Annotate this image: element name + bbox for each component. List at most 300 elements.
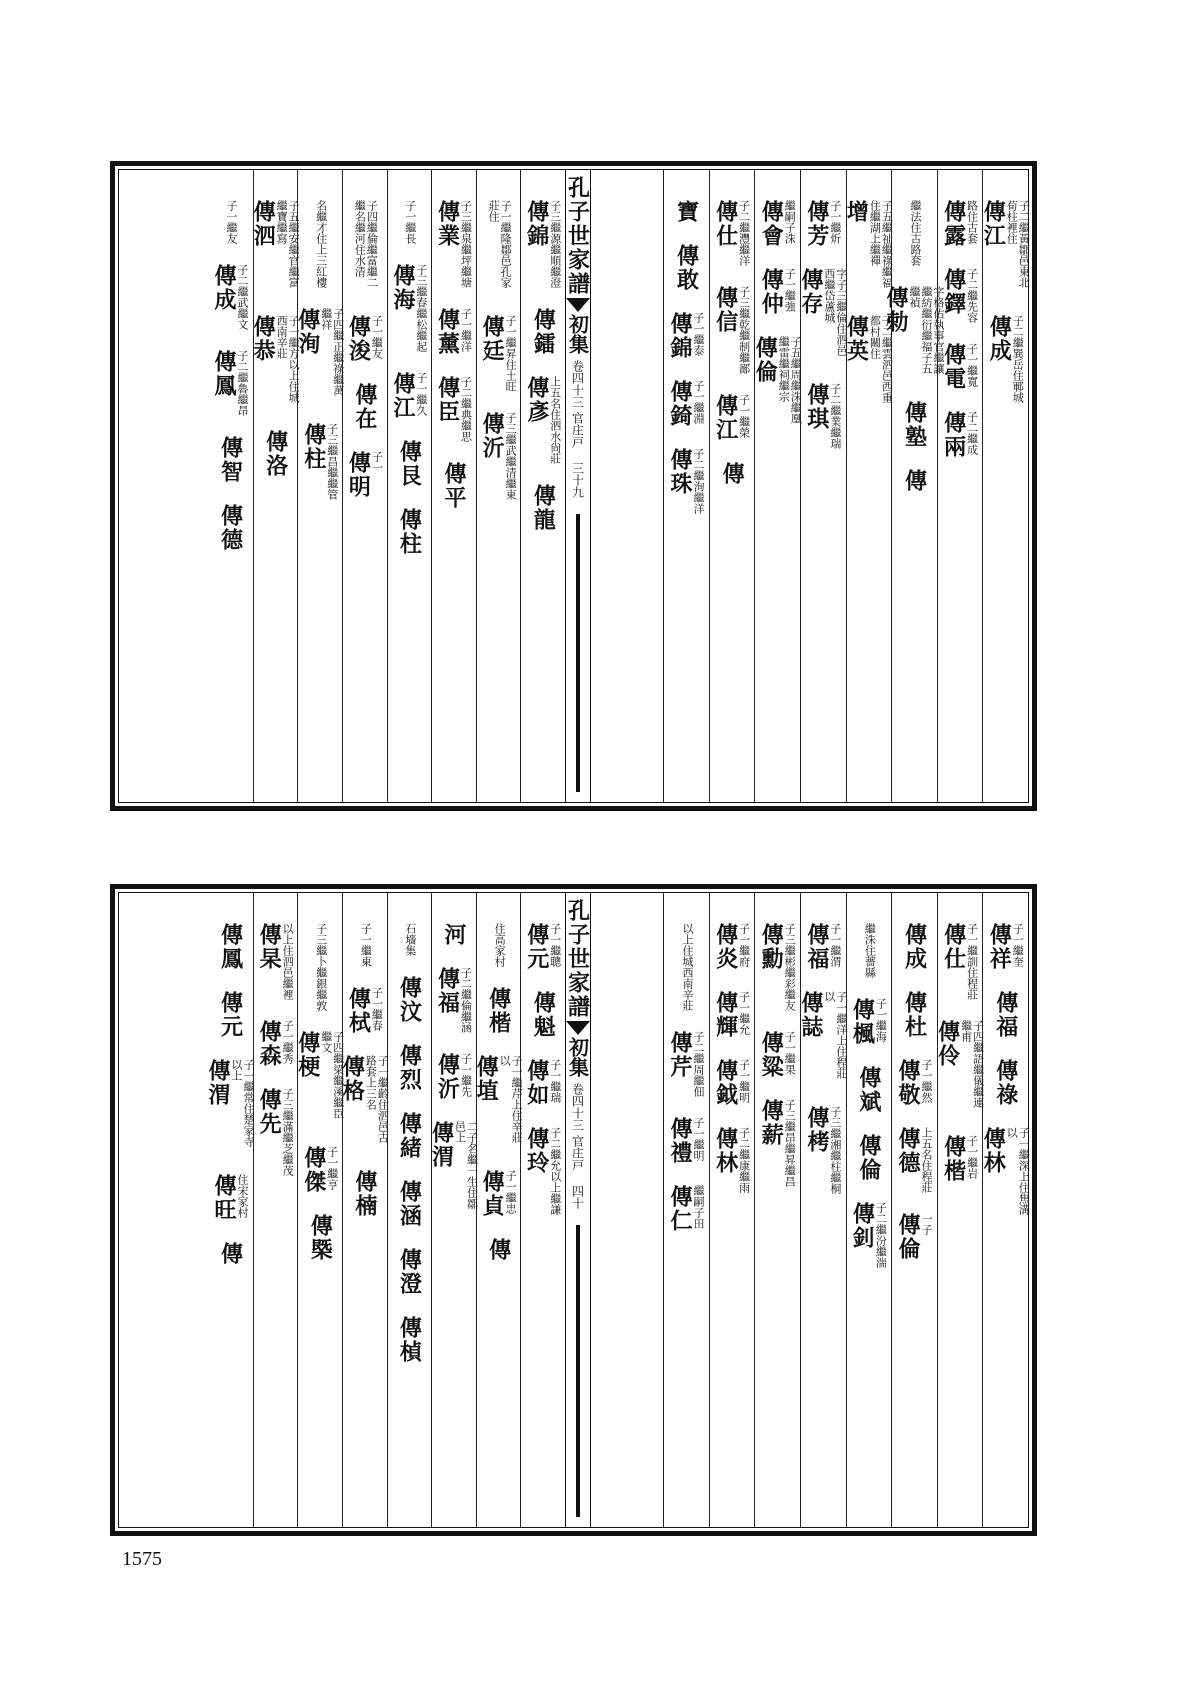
person-name: 傳洵: [294, 308, 321, 356]
person-name: 傳江: [389, 372, 416, 420]
person-name: 傳貞: [479, 1170, 506, 1218]
person-entry: [294, 1031, 345, 1126]
person-name: 傳成: [211, 264, 238, 312]
person-entry: [940, 200, 979, 248]
person-note: 子一繼東: [359, 923, 373, 967]
person-name: 傳涵: [396, 1180, 423, 1228]
person-note: 子一: [370, 451, 384, 473]
person-entry: [530, 991, 557, 1039]
person-name: 傳祿: [992, 1059, 1019, 1107]
person-entry: [901, 401, 928, 449]
person-note: 子一繼聰: [548, 923, 562, 967]
person-name: 傳元: [523, 923, 550, 971]
person-entry: [396, 440, 423, 488]
person-entry: [258, 923, 293, 1000]
person-note: 繼嗣子田: [692, 1185, 706, 1229]
person-entry: [803, 1106, 842, 1194]
person-note: 子一繼常住楚家寺以上: [230, 1059, 256, 1147]
person-note: 子四繼正繼祿繼萬繼祥: [319, 308, 345, 396]
page-number: 1575: [122, 1548, 162, 1570]
person-entry: [252, 200, 299, 295]
person-entry: [389, 372, 428, 420]
person-entry: [213, 350, 248, 416]
person-name: 傳格: [339, 1055, 366, 1103]
person-entry: [347, 315, 382, 363]
person-note: 子三繼彬繼彩繼友: [783, 923, 797, 1011]
collection-label: 初集: [565, 314, 590, 354]
person-entry: [901, 469, 928, 493]
person-note: 子一繼明: [737, 1059, 751, 1103]
person-note: 子一繼榮: [737, 394, 751, 438]
person-name: 傳仕: [712, 200, 739, 248]
person-note: 子二繼康繼雨: [737, 1127, 751, 1193]
person-name: 傳英: [843, 315, 870, 363]
person-note: 子二繼先容: [965, 268, 979, 323]
person-name: 傳楠: [351, 1170, 378, 1218]
person-note: 繼嗣子洙: [783, 200, 797, 244]
register-column: [709, 170, 755, 802]
person-entry: [217, 504, 244, 552]
person-name: 傳輝: [712, 991, 739, 1039]
spine-bar: [576, 1225, 580, 1517]
person-entry: [523, 1059, 562, 1107]
person-entry: [403, 923, 416, 956]
person-name: 傳薰: [434, 308, 461, 356]
person-note: 子一繼洋上住程莊以: [822, 991, 848, 1079]
person-entry: [760, 200, 795, 248]
person-name: 增: [843, 200, 870, 224]
person-name: 傳芹: [667, 1031, 694, 1079]
person-entry: [803, 383, 842, 449]
person-entry: [389, 264, 428, 352]
leaf-frame: [118, 169, 1029, 803]
person-note: 子一繼秀: [281, 1020, 295, 1064]
person-note: 子一繼果: [783, 1031, 797, 1075]
person-entry: [523, 1127, 562, 1215]
person-entry: [897, 1059, 932, 1107]
person-entry: [530, 484, 557, 532]
book-title: 孔子世家譜: [564, 176, 591, 296]
person-note: 子一繼允: [737, 991, 751, 1035]
person-entry: [673, 244, 700, 292]
volume-label: 卷四十三 官庄戸: [570, 360, 585, 448]
person-note: 名繼才住上三紅樓: [314, 200, 328, 288]
person-entry: [314, 923, 327, 1011]
person-note: 子二繼典繼思: [459, 376, 473, 442]
person-entry: [669, 1117, 704, 1165]
register-column: [797, 170, 848, 802]
person-note: 字子三繼倫住泗邑西繼岱蘆城: [822, 268, 848, 356]
person-note: 子三繼武繼清繼東: [504, 412, 518, 500]
person-entry: [992, 991, 1019, 1039]
register-column: [294, 893, 345, 1527]
register-column: [883, 170, 946, 802]
register-column: [754, 893, 800, 1527]
person-note: 子一繼府: [737, 923, 751, 967]
person-entry: [712, 923, 751, 971]
person-name: 寶: [673, 200, 700, 224]
person-name: 傳福: [434, 967, 461, 1015]
person-name: 傳: [217, 1242, 244, 1266]
person-entry: [347, 451, 382, 499]
person-entry: [396, 976, 423, 1024]
person-name: 傳埴: [473, 1055, 500, 1103]
person-name: 傳江: [980, 200, 1007, 248]
person-name: 傳粱: [758, 1031, 785, 1079]
person-entry: [224, 200, 237, 244]
person-note: 子四繼梁繼溪繼臣繼文: [319, 1031, 345, 1119]
person-name: 傳平: [441, 462, 468, 510]
person-entry: [396, 1248, 423, 1296]
person-note: 子一繼昇住土旺: [504, 315, 518, 392]
person-note: 子一繼忠: [504, 1170, 518, 1214]
person-note: 子四繼語繼儀繼連繼甫: [959, 1020, 985, 1108]
person-name: 傳杜: [901, 991, 928, 1039]
person-entry: [262, 430, 289, 478]
person-name: 傳錦: [667, 312, 694, 360]
person-entry: [530, 308, 557, 356]
person-entry: [712, 286, 751, 374]
person-entry: [403, 200, 416, 244]
register-column: [843, 170, 894, 802]
person-name: 傳鉞: [712, 1059, 739, 1107]
person-name: 傳珠: [667, 448, 694, 496]
left-page-columns: [119, 893, 565, 1527]
person-entry: [481, 315, 516, 392]
register-column: [208, 170, 253, 802]
person-note: 子三繼乾繼制繼鄙: [737, 286, 751, 374]
person-entry: [358, 923, 371, 967]
person-note: 子一繼友: [225, 200, 239, 244]
person-entry: [712, 1059, 751, 1107]
person-name: 傳: [719, 462, 746, 486]
person-note: 石墻集: [403, 923, 417, 956]
person-entry: [851, 1202, 886, 1268]
person-entry: [760, 268, 795, 316]
person-name: 傳恭: [250, 315, 277, 363]
person-note: 住高家村: [493, 923, 507, 967]
person-note: 子二繼倫繼涵: [459, 967, 473, 1033]
person-entry: [669, 380, 704, 428]
person-note: 子三繼卜繼銀繼敦: [314, 923, 328, 1011]
person-name: 傳斌: [855, 1066, 882, 1114]
person-name: 傳: [901, 469, 928, 493]
person-entry: [351, 1170, 378, 1218]
person-name: 傳誌: [797, 991, 824, 1039]
person-name: 傳汶: [396, 976, 423, 1024]
register-column: [342, 170, 387, 802]
person-note: 子一繼奎: [1011, 923, 1025, 967]
person-entry: [352, 200, 377, 295]
person-entry: [217, 1242, 244, 1266]
person-name: 傳森: [256, 1020, 283, 1068]
person-entry: [940, 923, 979, 1000]
person-name: 傳勅: [883, 286, 910, 334]
person-entry: [940, 343, 979, 391]
register-column: [937, 170, 983, 802]
person-entry: [982, 1127, 1029, 1222]
person-name: 傳芳: [803, 200, 830, 248]
person-note: 子一繼然: [920, 1059, 934, 1103]
person-entry: [207, 1059, 254, 1154]
person-name: 傳倫: [855, 1134, 882, 1182]
person-entry: [712, 991, 751, 1039]
person-name: 傳元: [217, 991, 244, 1039]
person-name: 傳沂: [434, 1053, 461, 1101]
person-note: 子一繼久: [414, 372, 428, 416]
person-note: 子二繼雲泗邑西重都村關住: [868, 315, 894, 403]
person-name: 傳福: [992, 991, 1019, 1039]
person-entry: [258, 1020, 293, 1068]
person-name: 傳兩: [940, 411, 967, 459]
person-entry: [492, 923, 505, 967]
person-note: 子二繼武繼文: [236, 264, 250, 330]
person-entry: [434, 200, 473, 288]
person-note: 子一繼渭: [828, 923, 842, 967]
person-note: 子四繼倫繼富繼二繼名繼河住水清: [353, 200, 379, 288]
person-entry: [760, 1099, 795, 1187]
person-entry: [908, 200, 921, 266]
person-entry: [760, 923, 795, 1011]
person-note: 子一繼春: [370, 987, 384, 1031]
person-entry: [434, 308, 473, 356]
person-name: 傳薪: [758, 1099, 785, 1147]
person-entry: [300, 423, 339, 500]
person-name: 傳勳: [758, 923, 785, 971]
person-name: 傳塾: [901, 401, 928, 449]
person-entry: [213, 264, 248, 330]
person-name: 傳德: [217, 504, 244, 552]
person-name: 傳海: [389, 264, 416, 312]
person-entry: [434, 1053, 473, 1101]
person-note: 子一繼岩: [965, 1135, 979, 1179]
person-name: 傳渭: [205, 1059, 232, 1107]
person-entry: [396, 1180, 423, 1228]
register-column: [663, 893, 709, 1527]
person-name: 傳倫: [895, 1213, 922, 1261]
register-column: [520, 893, 565, 1527]
person-entry: [669, 448, 704, 514]
person-note: 子三繼湘繼柱繼桐: [828, 1106, 842, 1194]
center-spine: [565, 170, 591, 802]
person-name: 傳錡: [667, 380, 694, 428]
person-name: 傳炎: [712, 923, 739, 971]
person-name: 傳露: [940, 200, 967, 248]
person-name: 傳仁: [667, 1185, 694, 1233]
person-name: 傳杲: [256, 923, 283, 971]
person-note: 子二繼灃繼洋: [737, 200, 751, 266]
fish-tail-mark: [566, 298, 590, 312]
person-name: 傳江: [712, 394, 739, 442]
person-entry: [351, 383, 378, 431]
person-note: 子三繼昂繼昇繼昌: [783, 1099, 797, 1187]
register-column: [663, 170, 709, 802]
person-entry: [669, 312, 704, 360]
person-note: 子二繼業繼瑞: [828, 383, 842, 449]
person-entry: [217, 923, 244, 971]
person-name: 河: [441, 923, 468, 947]
person-note: 子三繼泉繼坪繼塘: [459, 200, 473, 288]
register-column: [205, 893, 256, 1527]
person-name: 傳明: [345, 451, 372, 499]
person-entry: [347, 987, 382, 1035]
leaf-number: 三十九: [570, 461, 585, 498]
person-note: 以上住泗邑繼裡: [281, 923, 295, 1000]
person-name: 傳柱: [300, 423, 327, 471]
person-entry: [481, 1170, 516, 1218]
person-note: 子一繼齡住泗邑古路套上三名: [364, 1055, 390, 1143]
person-name: 傳魁: [530, 991, 557, 1039]
person-entry: [523, 923, 562, 971]
register-column: [752, 170, 803, 802]
person-entry: [797, 991, 848, 1086]
person-name: 傳伶: [934, 1020, 961, 1068]
register-column: [934, 893, 985, 1527]
volume-label: 卷四十三 官庄戸: [570, 1083, 585, 1171]
person-entry: [982, 200, 1029, 295]
person-name: 傳仕: [940, 923, 967, 971]
person-name: 傳會: [758, 200, 785, 248]
right-page-columns: [572, 170, 1031, 802]
register-column: [387, 170, 432, 802]
person-name: 傳楨: [396, 1316, 423, 1364]
person-name: 傳栲: [803, 1106, 830, 1154]
person-note: 子一繼瑞: [548, 1059, 562, 1103]
person-note: 子一繼亨: [325, 1146, 339, 1190]
person-name: 傳沂: [479, 412, 506, 460]
person-entry: [485, 1238, 512, 1262]
person-name: 傳鳳: [211, 350, 238, 398]
fish-tail-mark: [566, 1021, 590, 1035]
person-note: 子五繼祉繼祿繼福住繼湖上繼禪: [868, 200, 894, 288]
person-note: 子二繼允以上繼謙: [548, 1127, 562, 1215]
person-name: 傳槩: [307, 1214, 334, 1262]
left-page-columns: [119, 170, 565, 802]
person-name: 傳敬: [895, 1059, 922, 1107]
person-name: 傳敢: [673, 244, 700, 292]
register-column: [339, 893, 390, 1527]
genealogy-leaf-bottom: [110, 884, 1037, 1536]
person-entry: [434, 967, 473, 1033]
person-note: 字格佑執事官繼讓繼紡繼衍繼福子五繼禎: [908, 286, 946, 374]
person-note: 子五繼安繼官繼富繼寶繼寫: [275, 200, 301, 288]
person-entry: [855, 1066, 882, 1114]
person-note: 子一繼寬: [965, 343, 979, 387]
person-name: 傳烈: [396, 1044, 423, 1092]
person-note: 子一繼明: [692, 1117, 706, 1161]
register-column: [891, 893, 937, 1527]
person-entry: [481, 412, 516, 500]
person-entry: [719, 462, 746, 486]
person-entry: [475, 1055, 522, 1150]
person-entry: [669, 1185, 704, 1233]
person-entry: [341, 1055, 388, 1150]
person-name: 傳鳳: [217, 923, 244, 971]
person-name: 傳釗: [849, 1202, 876, 1250]
register-column: [431, 170, 476, 802]
person-note: 子一繼洋: [459, 308, 473, 352]
person-name: 傳泗: [250, 200, 277, 248]
person-note: 子一繼強: [783, 268, 797, 312]
person-name: 傳彥: [523, 376, 550, 424]
person-note: 上五名住泗水尙莊: [548, 376, 562, 464]
person-note: 一子: [920, 1213, 934, 1235]
person-note: 子二繼周繼佃: [692, 1031, 706, 1097]
person-name: 傳楷: [485, 987, 512, 1035]
leaf-number: 四十: [570, 1184, 585, 1209]
person-entry: [897, 1213, 932, 1261]
person-entry: [897, 1127, 932, 1193]
person-name: 傳鐳: [530, 308, 557, 356]
person-note: 子三繼昌繼繼管: [325, 423, 339, 500]
person-entry: [396, 1112, 423, 1160]
person-name: 傳渭: [428, 1121, 455, 1169]
person-note: 子五繼周繼洙繼凰繼雷繼祠繼宗: [777, 336, 803, 424]
person-name: 傳梗: [294, 1031, 321, 1079]
right-page-columns: [572, 893, 1031, 1527]
person-entry: [441, 462, 468, 510]
person-entry: [992, 1059, 1019, 1107]
person-entry: [217, 436, 244, 484]
register-column: [980, 893, 1031, 1527]
person-entry: [485, 987, 512, 1035]
register-column: [980, 170, 1031, 802]
person-entry: [797, 268, 848, 363]
person-entry: [300, 1146, 339, 1194]
person-entry: [862, 923, 875, 978]
person-entry: [307, 1214, 334, 1262]
person-name: 傳成: [901, 923, 928, 971]
person-name: 傳倫: [752, 336, 779, 384]
person-name: 傳旺: [211, 1174, 238, 1222]
register-column: [473, 893, 524, 1527]
person-name: 傳福: [803, 923, 830, 971]
person-name: 傳臣: [434, 376, 461, 424]
person-name: 傳緒: [396, 1112, 423, 1160]
person-note: 子一繼深上住焦溝以: [1005, 1127, 1031, 1215]
person-entry: [988, 923, 1023, 971]
person-entry: [712, 1127, 751, 1193]
collection-label: 初集: [565, 1037, 590, 1077]
person-entry: [845, 200, 892, 295]
person-entry: [258, 1088, 293, 1176]
person-entry: [673, 200, 700, 224]
person-entry: [523, 200, 562, 288]
person-note: 子一繼泰: [692, 312, 706, 356]
person-name: 傳龍: [530, 484, 557, 532]
person-entry: [940, 411, 979, 459]
person-name: 傳錦: [523, 200, 550, 248]
person-note: 子一繼海: [874, 998, 888, 1042]
spine-bar: [576, 514, 580, 792]
person-entry: [855, 1134, 882, 1182]
person-entry: [441, 923, 468, 947]
person-note: 上五名住程莊: [920, 1127, 934, 1193]
register-column: [476, 170, 521, 802]
person-note: 子一繼友: [370, 315, 384, 359]
register-column: [387, 893, 432, 1527]
person-entry: [396, 508, 423, 556]
person-entry: [712, 200, 751, 266]
person-entry: [434, 376, 473, 442]
person-name: 傳電: [940, 343, 967, 391]
person-name: 傳琪: [803, 383, 830, 431]
person-entry: [901, 991, 928, 1039]
person-name: 傳存: [797, 268, 824, 316]
person-note: 子二繼巽岳住鄆城: [1011, 315, 1025, 403]
person-entry: [523, 376, 562, 464]
person-note: 子一繼長: [403, 200, 417, 244]
